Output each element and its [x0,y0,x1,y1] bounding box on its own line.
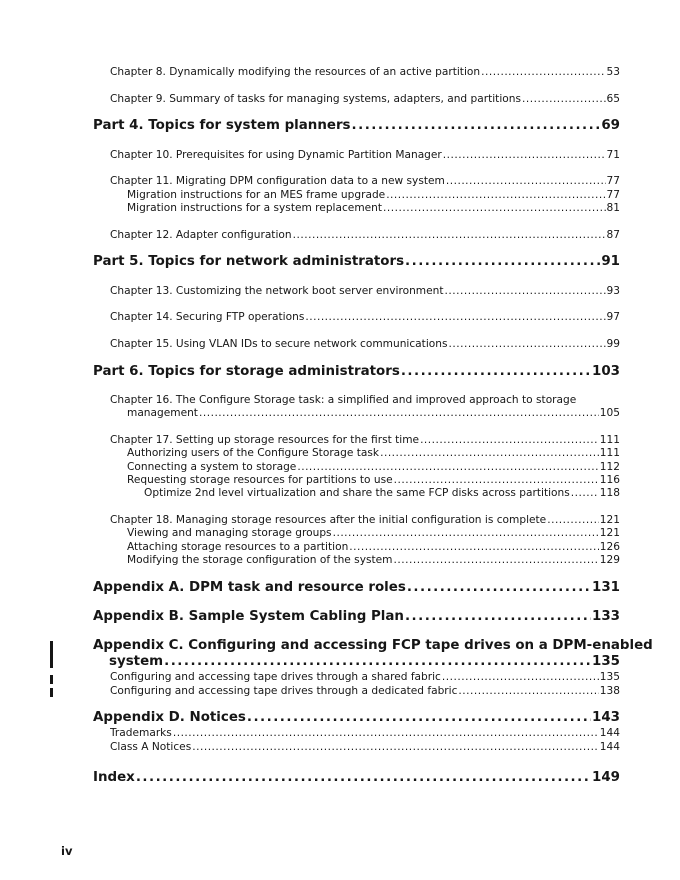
toc-leader-dots [383,201,605,215]
toc-entry-title: Migration instructions for an MES frame upgrade [127,189,386,201]
toc-entry-page: 138 [599,685,620,697]
toc-entry-page: 121 [599,527,620,539]
toc-leader-dots [481,65,605,79]
toc-entry-title: Chapter 15. Using VLAN IDs to secure network communications [110,338,448,350]
toc-entry-title: Chapter 12. Adapter configuration [110,229,292,241]
toc-leader-dots [442,670,599,684]
toc-entry-title: Chapter 17. Setting up storage resources for the first time [110,434,420,446]
toc-entry-chapter-9[interactable] [110,92,620,106]
toc-entry-page: 111 [599,447,620,459]
toc-entry-title: Part 4. Topics for system planners [93,118,351,133]
toc-leader-dots [405,253,600,271]
toc-entry-part-6[interactable] [93,363,620,381]
toc-leader-dots [571,486,599,500]
toc-leader-dots [305,310,605,324]
toc-entry-page: 111 [599,434,620,446]
toc-entry-page: 103 [592,364,620,379]
toc-entry-page: 105 [599,407,620,419]
toc-leader-dots [380,446,599,460]
toc-entry-page: 77 [606,189,620,201]
toc-leader-dots [405,608,591,626]
toc-entry-section[interactable] [127,526,620,540]
toc-entry-page: 53 [606,66,620,78]
toc-entry-page: 144 [599,741,620,753]
toc-entry-title: Viewing and managing storage groups [127,527,332,539]
toc-entry-title: Appendix D. Notices [93,710,246,725]
toc-entry-page: 126 [599,541,620,553]
toc-entry-page: 112 [599,461,620,473]
toc-entry-page: 131 [592,580,620,595]
toc-entry-title: Chapter 13. Customizing the network boot server environment [110,285,444,297]
toc-entry-chapter-10[interactable] [110,148,620,162]
toc-entry-page: 121 [599,514,620,526]
toc-entry-part-5[interactable] [93,253,620,271]
toc-entry-title: management [127,407,198,419]
toc-leader-dots [458,684,598,698]
toc-entry-section[interactable] [127,201,620,215]
toc-leader-dots [192,740,599,754]
toc-entry-title: Appendix B. Sample System Cabling Plan [93,609,404,624]
toc-entry-title: Migration instructions for a system replacement [127,202,383,214]
change-bar [50,641,53,668]
toc-entry-chapter-13[interactable] [110,284,620,298]
toc-leader-dots [352,117,601,135]
toc-entry-title: Chapter 10. Prerequisites for using Dynamic Partition Manager [110,149,442,161]
toc-entry-page: 71 [606,149,620,161]
toc-entry-page: 81 [606,202,620,214]
toc-entry-title: system [109,654,164,669]
toc-entry-title: Trademarks [110,727,172,739]
toc-leader-dots [297,460,598,474]
toc-leader-dots [401,363,591,381]
toc-entry-page: 87 [606,229,620,241]
toc-leader-dots [293,228,606,242]
toc-entry-section[interactable] [110,726,620,740]
toc-leader-dots [407,579,591,597]
toc-entry-page: 77 [606,175,620,187]
toc-entry-page: 143 [592,710,620,725]
toc-entry-section[interactable] [127,473,620,487]
toc-entry-page: 135 [599,671,620,683]
toc-entry-page: 69 [601,118,620,133]
toc-entry-page: 97 [606,311,620,323]
toc-entry-title: Appendix A. DPM task and resource roles [93,580,406,595]
toc-entry-title: Chapter 11. Migrating DPM configuration data to a new system [110,175,445,187]
toc-entry-chapter-15[interactable] [110,337,620,351]
toc-entry-section[interactable] [110,740,620,754]
toc-entry-subsection[interactable] [144,486,620,500]
toc-leader-dots [445,284,606,298]
toc-leader-dots [420,433,599,447]
toc-entry-title: Requesting storage resources for partitions to use [127,474,393,486]
toc-entry-title: Configuring and accessing tape drives through a shared fabric [110,671,441,683]
toc-entry-title: Authorizing users of the Configure Storage task [127,447,380,459]
toc-leader-dots [394,553,599,567]
toc-entry-section[interactable] [127,446,620,460]
toc-entry-page: 116 [599,474,620,486]
toc-leader-dots [448,337,605,351]
toc-entry-page: 149 [592,770,620,785]
toc-entry-chapter-16[interactable] [127,406,620,420]
toc-leader-dots [333,526,599,540]
toc-entry-chapter-8[interactable] [110,65,620,79]
toc-entry-appendix-c[interactable] [109,653,620,671]
toc-leader-dots [386,188,605,202]
toc-entry-title: Optimize 2nd level virtualization and share the same FCP disks across partitions [144,487,570,499]
toc-entry-title: Configuring and accessing tape drives through a dedicated fabric [110,685,458,697]
toc-entry-title: Chapter 14. Securing FTP operations [110,311,305,323]
toc-leader-dots [349,540,598,554]
toc-entry-appendix-a[interactable] [93,579,620,597]
toc-entry-page: 91 [601,254,620,269]
toc-entry-chapter-11[interactable] [110,174,620,188]
toc-leader-dots [247,709,591,727]
toc-entry-page: 144 [599,727,620,739]
toc-leader-dots [199,406,599,420]
toc-entry-page: 99 [606,338,620,350]
toc-entry-page: 93 [606,285,620,297]
change-bar [50,675,53,684]
toc-entry-section[interactable] [127,188,620,202]
toc-entry-appendix-c-line1[interactable]: Appendix C. Configuring and accessing FCP tape drives on a DPM-enabled [93,638,653,653]
toc-entry-title: Part 5. Topics for network administrators [93,254,405,269]
toc-entry-index[interactable] [93,769,620,787]
change-bar [50,688,53,697]
toc-entry-page: 133 [592,609,620,624]
page-number: iv [61,844,73,858]
toc-entry-section[interactable] [127,553,620,567]
toc-entry-title: Attaching storage resources to a partition [127,541,349,553]
toc-leader-dots [164,653,591,671]
toc-entry-chapter-12[interactable] [110,228,620,242]
toc-entry-chapter-14[interactable] [110,310,620,324]
toc-entry-title: Chapter 18. Managing storage resources after the initial configuration is complete [110,514,547,526]
toc-entry-title: Index [93,770,135,785]
toc-entry-page: 65 [606,93,620,105]
toc-entry-chapter-17[interactable] [110,433,620,447]
toc-leader-dots [522,92,606,106]
toc-entry-page: 118 [599,487,620,499]
toc-leader-dots [446,174,606,188]
toc-leader-dots [547,513,599,527]
toc-leader-dots [394,473,599,487]
toc-entry-appendix-d[interactable] [93,709,620,727]
toc-entry-title: Chapter 8. Dynamically modifying the resources of an active partition [110,66,481,78]
toc-leader-dots [443,148,606,162]
toc-entry-chapter-16-line1[interactable]: Chapter 16. The Configure Storage task: a simplified and improved approach to storage [110,394,577,406]
toc-entry-section[interactable] [110,684,620,698]
toc-entry-title: Modifying the storage configuration of the system [127,554,393,566]
toc-entry-page: 129 [599,554,620,566]
toc-entry-chapter-18[interactable] [110,513,620,527]
toc-entry-page: 135 [592,654,620,669]
toc-entry-section[interactable] [127,540,620,554]
toc-entry-title: Chapter 9. Summary of tasks for managing systems, adapters, and partitions [110,93,521,105]
toc-entry-title: Class A Notices [110,741,192,753]
toc-entry-section[interactable] [127,460,620,474]
toc-leader-dots [136,769,591,787]
toc-leader-dots [173,726,599,740]
toc-entry-title: Part 6. Topics for storage administrators [93,364,400,379]
toc-entry-section[interactable] [110,670,620,684]
toc-entry-title: Connecting a system to storage [127,461,297,473]
toc-entry-part-4[interactable] [93,117,620,135]
toc-entry-appendix-b[interactable] [93,608,620,626]
